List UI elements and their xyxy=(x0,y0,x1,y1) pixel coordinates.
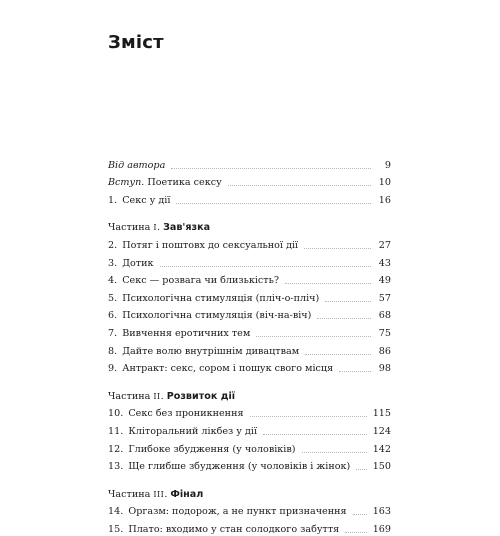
section-gap xyxy=(108,207,391,217)
chapter-title: Дотик xyxy=(122,257,154,269)
chapter-number: 4. xyxy=(108,275,118,287)
toc-entry-chapter-1[interactable] xyxy=(108,189,391,207)
chapter-title: Секс — розвага чи близькість? xyxy=(122,275,279,287)
entry-page-number: 124 xyxy=(372,425,391,437)
dot-leader xyxy=(353,514,367,515)
entry-label-rest: Поетика сексу xyxy=(147,177,222,189)
chapter-title: Потяг і поштовх до сексуальної дії xyxy=(122,239,299,251)
toc-entry[interactable] xyxy=(108,420,391,438)
entry-page-number: 49 xyxy=(378,275,391,287)
dot-leader xyxy=(325,301,371,302)
dot-leader xyxy=(176,203,371,204)
chapter-title: Секс без проникнення xyxy=(128,408,244,420)
toc-entry[interactable] xyxy=(108,438,391,456)
entry-label xyxy=(108,177,222,189)
dot-leader xyxy=(171,168,371,169)
entry-page-number: 57 xyxy=(378,292,391,304)
entry-page-number: 43 xyxy=(378,257,391,269)
dot-leader xyxy=(356,469,366,470)
chapter-number: 7. xyxy=(108,327,118,339)
entry-label-italic: Вступ. xyxy=(108,177,145,189)
section-gap xyxy=(108,375,391,385)
toc-entry[interactable] xyxy=(108,340,391,358)
toc-entry[interactable] xyxy=(108,234,391,252)
entry-page-number: 150 xyxy=(372,461,391,473)
dot-leader xyxy=(256,336,371,337)
entry-label xyxy=(108,444,296,456)
dot-leader xyxy=(339,371,371,372)
part-word: Частина xyxy=(108,488,151,500)
chapter-title: Антракт: секс, сором і пошук свого місця xyxy=(122,363,334,375)
entry-page-number: 163 xyxy=(372,506,391,518)
part-name: Розвиток дії xyxy=(166,390,236,402)
part-separator: . xyxy=(164,488,168,500)
entry-page-number: 10 xyxy=(378,177,391,189)
entry-page-number: 169 xyxy=(372,523,391,535)
part-3-entries xyxy=(108,501,391,536)
toc-entry[interactable] xyxy=(108,322,391,340)
toc-entry[interactable] xyxy=(108,270,391,288)
chapter-number: 13. xyxy=(108,461,124,473)
entry-label xyxy=(108,195,170,207)
entry-page-number: 142 xyxy=(372,443,391,455)
entry-page-number: 16 xyxy=(378,194,391,206)
toc-entry[interactable] xyxy=(108,358,391,376)
chapter-number: 6. xyxy=(108,310,118,322)
toc-entry-author-note[interactable] xyxy=(108,154,391,172)
entry-page-number: 75 xyxy=(378,327,391,339)
part-name: Фінал xyxy=(170,488,204,500)
chapter-title: Кліторальний лікбез у дії xyxy=(128,425,258,437)
part-name: Зав'язка xyxy=(163,222,211,234)
entry-label xyxy=(108,310,311,322)
dot-leader xyxy=(228,185,371,186)
entry-label xyxy=(108,240,298,252)
chapter-number: 1. xyxy=(108,194,118,206)
entry-label xyxy=(108,461,350,473)
chapter-title: Психологічна стимуляція (пліч-о-пліч) xyxy=(122,292,320,304)
part-numeral: III xyxy=(153,489,165,499)
chapter-title: Дайте волю внутрішнім дивацтвам xyxy=(122,345,300,357)
dot-leader xyxy=(160,266,372,267)
dot-leader xyxy=(345,532,367,533)
dot-leader xyxy=(304,248,371,249)
toc-entry[interactable] xyxy=(108,501,391,519)
entry-page-number: 68 xyxy=(378,310,391,322)
toc-entry[interactable] xyxy=(108,456,391,474)
entry-label xyxy=(108,293,319,305)
chapter-title: Ще глибше збудження (у чоловіків і жінок) xyxy=(128,461,351,473)
dot-leader xyxy=(250,416,367,417)
part-heading-3 xyxy=(108,483,391,501)
dot-leader xyxy=(317,318,371,319)
toc-entry[interactable] xyxy=(108,287,391,305)
chapter-title: Плато: входимо у стан солодкого забуття xyxy=(128,523,340,535)
part-heading-2 xyxy=(108,385,391,403)
entry-label xyxy=(108,275,279,287)
part-word: Частина xyxy=(108,222,151,234)
entry-label xyxy=(108,258,154,270)
entry-label xyxy=(108,363,333,375)
chapter-title: Вивчення еротичних тем xyxy=(122,327,251,339)
entry-page-number: 115 xyxy=(372,408,391,420)
entry-label xyxy=(108,524,339,536)
section-gap xyxy=(108,473,391,483)
chapter-number: 10. xyxy=(108,408,124,420)
part-separator: . xyxy=(160,390,164,402)
entry-page-number: 98 xyxy=(378,363,391,375)
part-numeral: I xyxy=(153,223,157,233)
chapter-number: 11. xyxy=(108,425,124,437)
table-of-contents xyxy=(108,154,391,536)
part-separator: . xyxy=(157,222,161,234)
toc-entry[interactable] xyxy=(108,518,391,536)
chapter-number: 9. xyxy=(108,363,118,375)
part-1-entries xyxy=(108,234,391,375)
entry-page-number: 86 xyxy=(378,345,391,357)
page-title: Зміст xyxy=(108,32,164,53)
entry-label xyxy=(108,426,257,438)
entry-label xyxy=(108,328,250,340)
entry-label xyxy=(108,408,244,420)
entry-label xyxy=(108,346,299,358)
chapter-number: 12. xyxy=(108,443,124,455)
chapter-number: 14. xyxy=(108,506,124,518)
entry-label: Від автора xyxy=(108,159,166,171)
entry-page-number: 9 xyxy=(384,159,391,171)
chapter-title: Секс у дії xyxy=(122,194,171,206)
part-word: Частина xyxy=(108,390,151,402)
toc-entry[interactable] xyxy=(108,305,391,323)
dot-leader xyxy=(285,283,371,284)
chapter-number: 2. xyxy=(108,239,118,251)
entry-label xyxy=(108,506,347,518)
chapter-number: 5. xyxy=(108,292,118,304)
chapter-number: 3. xyxy=(108,257,118,269)
entry-page-number: 27 xyxy=(378,239,391,251)
toc-entry[interactable] xyxy=(108,403,391,421)
dot-leader xyxy=(305,354,371,355)
chapter-title: Глибоке збудження (у чоловіків) xyxy=(128,443,296,455)
dot-leader xyxy=(263,434,367,435)
part-heading-1 xyxy=(108,217,391,235)
part-numeral: II xyxy=(153,391,161,401)
chapter-number: 15. xyxy=(108,523,124,535)
toc-entry-introduction[interactable] xyxy=(108,172,391,190)
chapter-title: Оргазм: подорож, а не пункт призначення xyxy=(128,506,347,518)
dot-leader xyxy=(302,452,367,453)
chapter-number: 8. xyxy=(108,345,118,357)
part-2-entries xyxy=(108,403,391,473)
toc-entry[interactable] xyxy=(108,252,391,270)
chapter-title: Психологічна стимуляція (віч-на-віч) xyxy=(122,310,312,322)
